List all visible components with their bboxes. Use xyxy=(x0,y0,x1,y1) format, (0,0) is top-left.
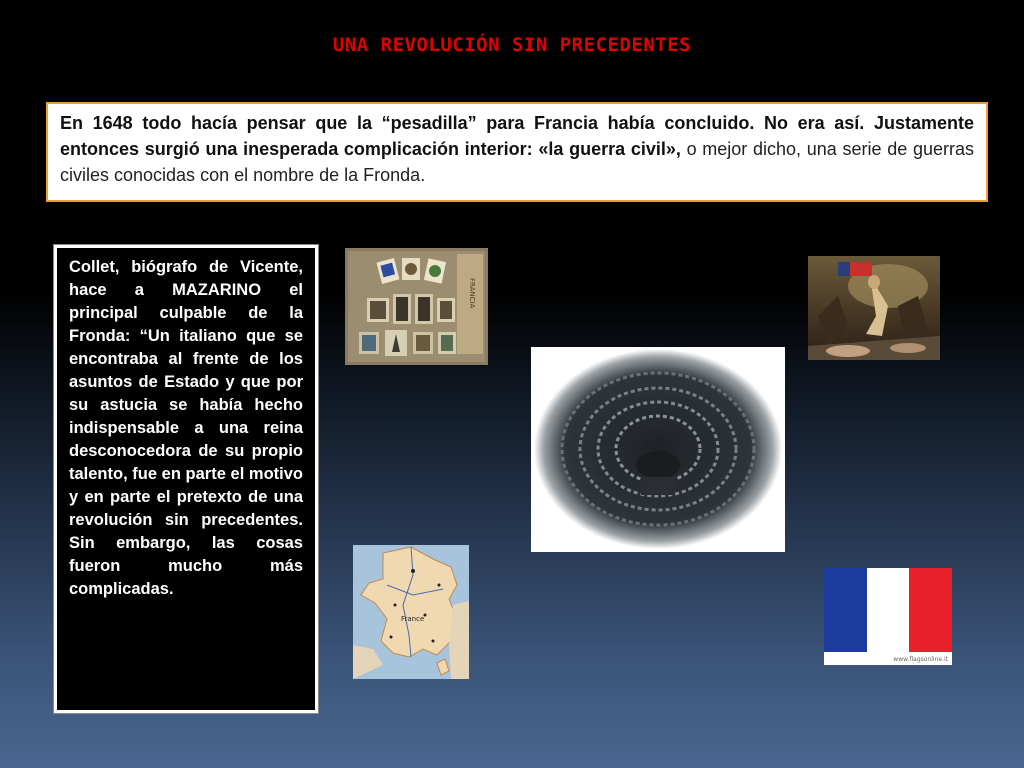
collage-label: FRANCIA xyxy=(468,278,476,309)
flag-watermark: www.flagsonline.it xyxy=(893,656,948,663)
france-map-image xyxy=(353,545,469,679)
parliament-image xyxy=(531,347,785,552)
french-flag-image xyxy=(824,568,952,665)
slide-title: UNA REVOLUCIÓN SIN PRECEDENTES xyxy=(332,34,692,56)
quote-text: Collet, biógrafo de Vicente, hace a MAZARINO el principal culpable de la Fronda: “Un italiano que se encontraba al frente de los asuntos de Estado y que por su astucia se había hecho indispensable a una reina desconocedora de su propio talento, fue en parte el motivo y en parte el pretexto de una revolución sin precedentes. Sin embargo, las cosas fueron mucho más complicadas. xyxy=(69,258,303,598)
intro-text-box xyxy=(46,102,988,202)
france-collage-image xyxy=(345,248,488,365)
intro-bold-text: En 1648 todo hacía pensar que la “pesadilla” para Francia había concluido. No era así. Justamente entonces surgió una inesperada complicación interior: «la guerra civil», xyxy=(60,113,974,159)
liberty-painting-image xyxy=(808,256,940,360)
intro-normal-text: o mejor dicho, una serie de guerras civiles conocidas con el nombre de la Fronda. xyxy=(60,139,974,185)
map-label: France xyxy=(401,615,425,623)
quote-box xyxy=(54,245,318,713)
